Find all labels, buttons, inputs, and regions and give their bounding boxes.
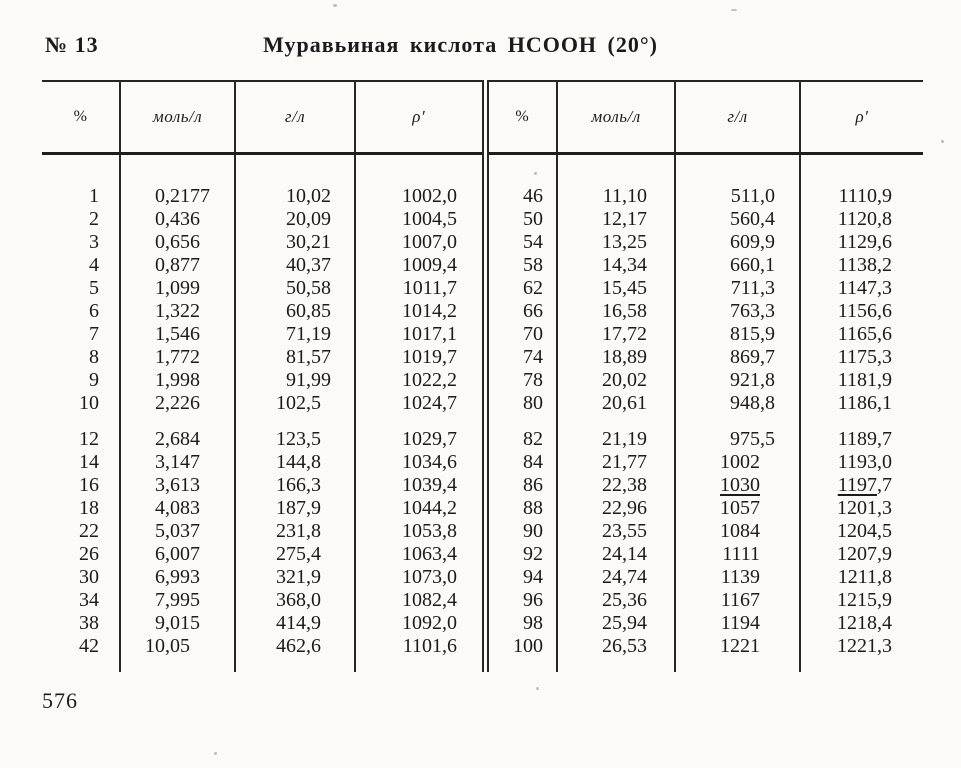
table-cell: 660 ,1 bbox=[675, 254, 800, 277]
table-cell: 5 bbox=[42, 277, 120, 300]
table-row bbox=[42, 300, 923, 323]
table-cell: 1 ,772 bbox=[120, 346, 235, 369]
table-cell: 1034 ,6 bbox=[355, 451, 485, 474]
table-cell: 100 bbox=[485, 635, 557, 658]
table-cell: 21 ,19 bbox=[557, 415, 675, 451]
table-cell: 16 ,58 bbox=[557, 300, 675, 323]
table-cell: 6 ,007 bbox=[120, 543, 235, 566]
table-cell: 10 ,05 bbox=[120, 635, 235, 658]
table-row bbox=[42, 323, 923, 346]
table-cell: 414 ,9 bbox=[235, 612, 355, 635]
table-cell: 22 bbox=[42, 520, 120, 543]
table-cell: 6 bbox=[42, 300, 120, 323]
table-cell: 1193 ,0 bbox=[837, 451, 892, 473]
table-cell: 54 bbox=[485, 231, 557, 254]
table-cell: 1197 ,7 bbox=[837, 474, 892, 496]
table-cell: 34 bbox=[42, 589, 120, 612]
table-row bbox=[42, 154, 923, 209]
table-cell: 1024 ,7 bbox=[355, 392, 485, 415]
table-cell: 1022 ,2 bbox=[355, 369, 485, 392]
table-cell: 1175 ,3 bbox=[837, 346, 892, 368]
table-row bbox=[42, 369, 923, 392]
table-row bbox=[42, 254, 923, 277]
table-cell: 975 ,5 bbox=[675, 415, 800, 451]
table-cell: 1101 ,6 bbox=[355, 635, 485, 658]
table-body bbox=[42, 154, 923, 673]
column-header: ρ′ bbox=[800, 81, 923, 154]
table-cell: 3 bbox=[42, 231, 120, 254]
table-cell: 560 ,4 bbox=[675, 208, 800, 231]
table-cell: 948 ,8 bbox=[675, 392, 800, 415]
table-cell: 16 bbox=[42, 474, 120, 497]
table-cell: 17 ,72 bbox=[557, 323, 675, 346]
table-cell: 91 ,99 bbox=[235, 369, 355, 392]
table-cell: 9 bbox=[42, 369, 120, 392]
table-cell: 2 ,684 bbox=[120, 415, 235, 451]
table-row bbox=[42, 474, 923, 497]
table-cell: 20 ,02 bbox=[557, 369, 675, 392]
table-row bbox=[42, 589, 923, 612]
table-row bbox=[42, 208, 923, 231]
table-cell: 14 ,34 bbox=[557, 254, 675, 277]
table-cell: 18 ,89 bbox=[557, 346, 675, 369]
table-cell: 82 bbox=[485, 415, 557, 451]
table-cell: 58 bbox=[485, 254, 557, 277]
column-header: моль/л bbox=[120, 81, 235, 154]
table-cell: 25 ,36 bbox=[557, 589, 675, 612]
table-cell: 1218 ,4 bbox=[837, 612, 892, 634]
table-cell: 50 ,58 bbox=[235, 277, 355, 300]
table-cell: 1 ,998 bbox=[120, 369, 235, 392]
table-header bbox=[42, 81, 923, 154]
table-cell: 46 bbox=[485, 154, 557, 209]
table-cell: 187 ,9 bbox=[235, 497, 355, 520]
table-cell: 1 ,546 bbox=[120, 323, 235, 346]
column-header: г/л bbox=[235, 81, 355, 154]
table-cell: 4 bbox=[42, 254, 120, 277]
table-cell: 30 bbox=[42, 566, 120, 589]
table-cell: 15 ,45 bbox=[557, 277, 675, 300]
table-cell: 166 ,3 bbox=[235, 474, 355, 497]
table-cell: 1009 ,4 bbox=[355, 254, 485, 277]
table-cell: 1129 ,6 bbox=[837, 231, 892, 253]
table-cell: 1011 ,7 bbox=[355, 277, 485, 300]
table-row bbox=[42, 612, 923, 635]
table-cell: 1204 ,5 bbox=[837, 520, 892, 542]
table-cell: 7 bbox=[42, 323, 120, 346]
table-cell: 74 bbox=[485, 346, 557, 369]
table-cell: 21 ,77 bbox=[557, 451, 675, 474]
header-row bbox=[42, 81, 923, 154]
table-cell: 1007 ,0 bbox=[355, 231, 485, 254]
table-cell: 1167 bbox=[675, 589, 800, 612]
table-cell bbox=[800, 658, 923, 672]
table-cell: 0 ,436 bbox=[120, 208, 235, 231]
table-cell bbox=[235, 658, 355, 672]
table-cell: 1186 ,1 bbox=[837, 392, 892, 414]
table-cell: 94 bbox=[485, 566, 557, 589]
table-cell: 14 bbox=[42, 451, 120, 474]
table-cell: 1156 ,6 bbox=[837, 300, 892, 322]
table-cell: 71 ,19 bbox=[235, 323, 355, 346]
table-cell bbox=[675, 658, 800, 672]
table-cell: 92 bbox=[485, 543, 557, 566]
table-cell: 6 ,993 bbox=[120, 566, 235, 589]
table-cell: 9 ,015 bbox=[120, 612, 235, 635]
table-number: № 13 bbox=[45, 32, 99, 57]
table-cell: 1019 ,7 bbox=[355, 346, 485, 369]
scan-speck bbox=[731, 9, 737, 11]
table-cell: 25 ,94 bbox=[557, 612, 675, 635]
table-cell: 86 bbox=[485, 474, 557, 497]
table-row bbox=[42, 543, 923, 566]
table-cell: 7 ,995 bbox=[120, 589, 235, 612]
table-cell: 1029 ,7 bbox=[355, 415, 485, 451]
table-cell: 30 ,21 bbox=[235, 231, 355, 254]
scan-speck bbox=[214, 752, 217, 755]
table-cell: 869 ,7 bbox=[675, 346, 800, 369]
table-cell: 711 ,3 bbox=[675, 277, 800, 300]
table-cell: 1063 ,4 bbox=[355, 543, 485, 566]
table-cell: 3 ,613 bbox=[120, 474, 235, 497]
table-cell: 1084 bbox=[675, 520, 800, 543]
table-cell: 22 ,38 bbox=[557, 474, 675, 497]
table-cell: 78 bbox=[485, 369, 557, 392]
column-header: г/л bbox=[675, 81, 800, 154]
table-cell: 511 ,0 bbox=[675, 154, 800, 209]
table-cell: 1092 ,0 bbox=[355, 612, 485, 635]
scan-speck bbox=[333, 4, 337, 7]
table-cell: 0 ,656 bbox=[120, 231, 235, 254]
table-cell: 1120 ,8 bbox=[837, 208, 892, 230]
table-cell: 1194 bbox=[675, 612, 800, 635]
column-header: % bbox=[42, 81, 120, 154]
table-cell: 98 bbox=[485, 612, 557, 635]
table-cell: 1207 ,9 bbox=[837, 543, 892, 565]
table-cell: 1004 ,5 bbox=[355, 208, 485, 231]
table-cell: 60 ,85 bbox=[235, 300, 355, 323]
table-cell: 22 ,96 bbox=[557, 497, 675, 520]
table-rule-extension bbox=[42, 658, 923, 672]
table-cell: 80 bbox=[485, 392, 557, 415]
table-cell: 1014 ,2 bbox=[355, 300, 485, 323]
table-cell: 1147 ,3 bbox=[837, 277, 892, 299]
table-cell: 1 ,099 bbox=[120, 277, 235, 300]
table-cell: 1002 ,0 bbox=[355, 154, 485, 209]
table-cell: 26 ,53 bbox=[557, 635, 675, 658]
table-cell: 42 bbox=[42, 635, 120, 658]
table-cell: 12 ,17 bbox=[557, 208, 675, 231]
table-cell: 66 bbox=[485, 300, 557, 323]
table-cell: 102 ,5 bbox=[235, 392, 355, 415]
table-cell bbox=[120, 658, 235, 672]
table-cell: 12 bbox=[42, 415, 120, 451]
table-cell bbox=[42, 658, 120, 672]
table-cell: 609 ,9 bbox=[675, 231, 800, 254]
table-cell: 462 ,6 bbox=[235, 635, 355, 658]
table-cell: 1030 bbox=[675, 474, 800, 497]
table-cell: 24 ,14 bbox=[557, 543, 675, 566]
table-cell bbox=[485, 658, 557, 672]
table-row bbox=[42, 231, 923, 254]
scan-speck bbox=[534, 172, 537, 175]
table-cell: 38 bbox=[42, 612, 120, 635]
table-cell: 2 bbox=[42, 208, 120, 231]
table-cell: 1039 ,4 bbox=[355, 474, 485, 497]
scan-speck bbox=[941, 140, 944, 143]
table-cell: 11 ,10 bbox=[557, 154, 675, 209]
table-cell: 1 ,322 bbox=[120, 300, 235, 323]
table-cell: 1017 ,1 bbox=[355, 323, 485, 346]
table-cell: 368 ,0 bbox=[235, 589, 355, 612]
table-cell: 815 ,9 bbox=[675, 323, 800, 346]
table-row bbox=[42, 566, 923, 589]
table-cell: 20 ,09 bbox=[235, 208, 355, 231]
table-cell bbox=[557, 658, 675, 672]
table-cell: 23 ,55 bbox=[557, 520, 675, 543]
table-cell: 1082 ,4 bbox=[355, 589, 485, 612]
table-cell: 1221 bbox=[675, 635, 800, 658]
table-cell: 3 ,147 bbox=[120, 451, 235, 474]
table-cell: 1181 ,9 bbox=[837, 369, 892, 391]
table-row bbox=[42, 520, 923, 543]
table-cell: 10 bbox=[42, 392, 120, 415]
table-cell: 231 ,8 bbox=[235, 520, 355, 543]
table-cell: 763 ,3 bbox=[675, 300, 800, 323]
table-cell: 90 bbox=[485, 520, 557, 543]
table-row bbox=[42, 635, 923, 658]
table-cell: 123 ,5 bbox=[235, 415, 355, 451]
table-cell: 1002 bbox=[675, 451, 800, 474]
scan-speck bbox=[536, 687, 539, 690]
table-cell: 921 ,8 bbox=[675, 369, 800, 392]
table-cell: 1139 bbox=[675, 566, 800, 589]
table-row bbox=[42, 497, 923, 520]
table-cell: 1189 ,7 bbox=[837, 428, 892, 450]
table-cell: 0 ,2177 bbox=[120, 154, 235, 209]
table-cell: 8 bbox=[42, 346, 120, 369]
table-row bbox=[42, 277, 923, 300]
table-cell: 1201 ,3 bbox=[837, 497, 892, 519]
table-cell: 1215 ,9 bbox=[837, 589, 892, 611]
table-cell: 88 bbox=[485, 497, 557, 520]
table-cell: 1 bbox=[42, 154, 120, 209]
table-row bbox=[42, 392, 923, 415]
table-row bbox=[42, 415, 923, 451]
table-row bbox=[42, 346, 923, 369]
table-cell: 70 bbox=[485, 323, 557, 346]
table-cell: 1057 bbox=[675, 497, 800, 520]
table-cell: 40 ,37 bbox=[235, 254, 355, 277]
table-cell bbox=[355, 658, 485, 672]
table-row bbox=[42, 451, 923, 474]
table-cell: 2 ,226 bbox=[120, 392, 235, 415]
table-cell: 26 bbox=[42, 543, 120, 566]
table-cell: 1111 bbox=[675, 543, 800, 566]
column-header: ρ′ bbox=[355, 81, 485, 154]
column-header: % bbox=[485, 81, 557, 154]
table-cell: 1138 ,2 bbox=[837, 254, 892, 276]
table-cell: 5 ,037 bbox=[120, 520, 235, 543]
table-cell: 13 ,25 bbox=[557, 231, 675, 254]
table-cell: 62 bbox=[485, 277, 557, 300]
table-cell: 24 ,74 bbox=[557, 566, 675, 589]
table-cell: 18 bbox=[42, 497, 120, 520]
table-cell: 1165 ,6 bbox=[837, 323, 892, 345]
table-cell: 1211 ,8 bbox=[837, 566, 892, 588]
table-cell: 1221 ,3 bbox=[837, 635, 892, 657]
table-cell: 275 ,4 bbox=[235, 543, 355, 566]
table-cell: 321 ,9 bbox=[235, 566, 355, 589]
table-cell: 1044 ,2 bbox=[355, 497, 485, 520]
column-header: моль/л bbox=[557, 81, 675, 154]
table-cell: 20 ,61 bbox=[557, 392, 675, 415]
table-cell: 10 ,02 bbox=[235, 154, 355, 209]
table-cell: 81 ,57 bbox=[235, 346, 355, 369]
table-cell: 1073 ,0 bbox=[355, 566, 485, 589]
density-table bbox=[42, 80, 923, 672]
table-cell: 0 ,877 bbox=[120, 254, 235, 277]
table-cell: 144 ,8 bbox=[235, 451, 355, 474]
table-cell: 4 ,083 bbox=[120, 497, 235, 520]
table-cell: 84 bbox=[485, 451, 557, 474]
table-cell: 1053 ,8 bbox=[355, 520, 485, 543]
page-number: 576 bbox=[42, 688, 78, 713]
table-cell: 96 bbox=[485, 589, 557, 612]
table-cell: 50 bbox=[485, 208, 557, 231]
page-title: Муравьиная кислота НСООН (20°) bbox=[262, 32, 658, 57]
table-cell: 1110 ,9 bbox=[838, 185, 892, 207]
